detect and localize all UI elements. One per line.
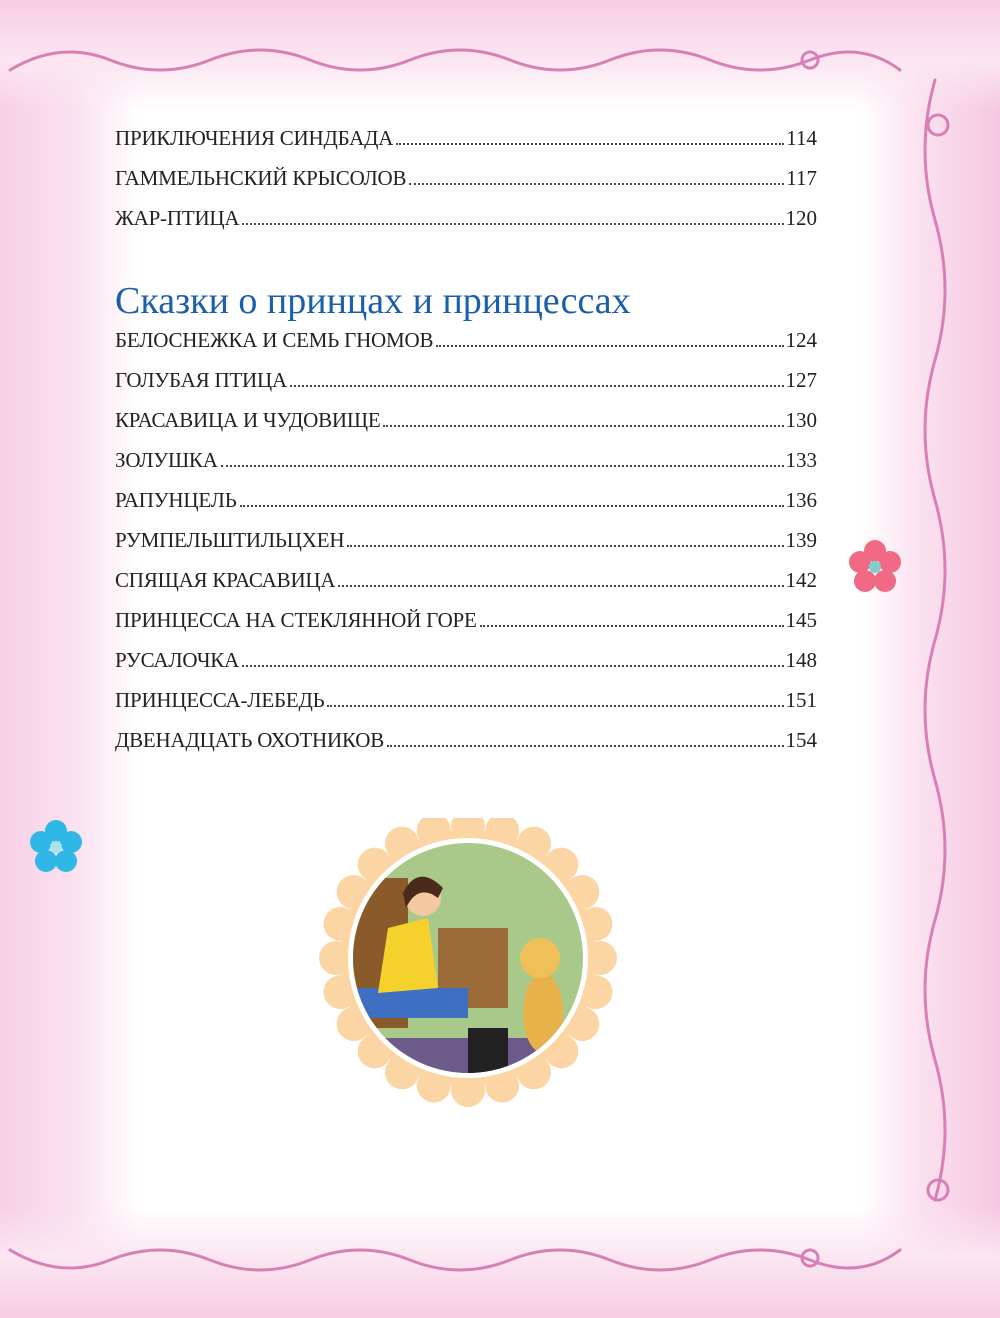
dot-leader	[221, 465, 784, 467]
entry-page: 133	[785, 448, 817, 472]
entry-title: РУМПЕЛЬШТИЛЬЦХЕН	[115, 528, 345, 552]
toc-entry[interactable]	[115, 166, 817, 206]
entry-title: СПЯЩАЯ КРАСАВИЦА	[115, 568, 336, 592]
toc-entry[interactable]	[115, 206, 817, 246]
toc-entry[interactable]	[115, 488, 817, 528]
dot-leader	[242, 223, 783, 225]
entry-title: ПРИНЦЕССА НА СТЕКЛЯННОЙ ГОРЕ	[115, 608, 477, 632]
entry-title: ПРИКЛЮЧЕНИЯ СИНДБАДА	[115, 126, 394, 150]
dot-leader	[290, 385, 784, 387]
dot-leader	[327, 705, 783, 707]
dot-leader	[240, 505, 784, 507]
entry-page: 114	[786, 126, 817, 150]
entry-title: БЕЛОСНЕЖКА И СЕМЬ ГНОМОВ	[115, 328, 434, 352]
toc-entry[interactable]	[115, 126, 817, 166]
right-scroll	[925, 80, 945, 1200]
entry-page: 142	[785, 568, 817, 592]
toc-entry[interactable]	[115, 608, 817, 648]
entry-title: РАПУНЦЕЛЬ	[115, 488, 237, 512]
toc-entry[interactable]	[115, 688, 817, 728]
toc-entry[interactable]	[115, 448, 817, 488]
entry-title: КРАСАВИЦА И ЧУДОВИЩЕ	[115, 408, 381, 432]
entry-page: 130	[785, 408, 817, 432]
toc-entry[interactable]	[115, 648, 817, 688]
toc-entry[interactable]	[115, 328, 817, 368]
entry-page: 117	[786, 166, 817, 190]
entry-page: 148	[785, 648, 817, 672]
entry-title: ПРИНЦЕССА-ЛЕБЕДЬ	[115, 688, 325, 712]
entry-title: ГАММЕЛЬНСКИЙ КРЫСОЛОВ	[115, 166, 407, 190]
table-of-contents	[115, 126, 817, 768]
dot-leader	[480, 625, 784, 627]
illustration-medallion	[318, 818, 618, 1118]
dot-leader	[383, 425, 783, 427]
bottom-scroll	[10, 1250, 900, 1270]
dot-leader	[347, 545, 783, 547]
entry-page: 151	[785, 688, 817, 712]
entry-title: ЖАР-ПТИЦА	[115, 206, 240, 230]
entry-page: 120	[785, 206, 817, 230]
entry-title: РУСАЛОЧКА	[115, 648, 240, 672]
entry-page: 139	[785, 528, 817, 552]
entry-title: ДВЕНАДЦАТЬ ОХОТНИКОВ	[115, 728, 385, 752]
pink-flower-icon	[843, 537, 907, 597]
dot-leader	[409, 183, 784, 185]
entry-page: 124	[785, 328, 817, 352]
blue-flower-icon	[24, 817, 88, 877]
dot-leader	[242, 665, 783, 667]
entry-title: ЗОЛУШКА	[115, 448, 218, 472]
entry-page: 136	[785, 488, 817, 512]
section-heading: Сказки о принцах и принцессах	[115, 280, 631, 322]
toc-entry[interactable]	[115, 568, 817, 608]
entry-title: ГОЛУБАЯ ПТИЦА	[115, 368, 287, 392]
toc-entry[interactable]	[115, 728, 817, 768]
dot-leader	[387, 745, 783, 747]
entry-page: 154	[785, 728, 817, 752]
entry-page: 145	[785, 608, 817, 632]
toc-entry[interactable]	[115, 528, 817, 568]
dot-leader	[338, 585, 783, 587]
toc-entry[interactable]	[115, 368, 817, 408]
top-scroll	[10, 50, 900, 70]
dot-leader	[436, 345, 783, 347]
entry-page: 127	[785, 368, 817, 392]
toc-entry[interactable]	[115, 408, 817, 448]
dot-leader	[396, 143, 784, 145]
